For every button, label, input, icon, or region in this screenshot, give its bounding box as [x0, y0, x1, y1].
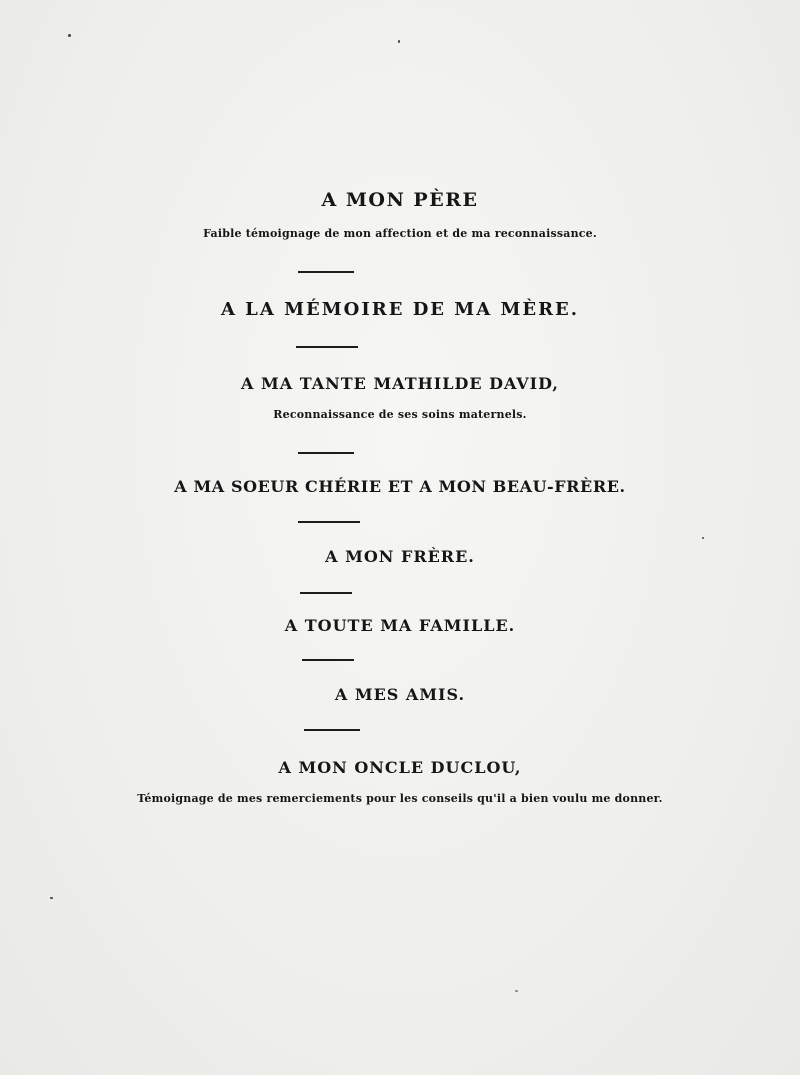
dedication-title-uncle: A MON ONCLE DUCLOU,	[278, 758, 522, 777]
paper-speck	[702, 537, 704, 539]
separator-rule	[296, 346, 358, 348]
separator-rule	[298, 452, 354, 454]
separator-rule	[300, 592, 352, 594]
separator-rule	[298, 271, 354, 273]
dedication-subtitle-aunt: Reconnaissance de ses soins maternels.	[273, 408, 527, 421]
paper-speck	[68, 34, 71, 37]
paper-speck	[398, 40, 400, 43]
dedication-title-aunt: A MA TANTE MATHILDE DAVID,	[241, 374, 559, 393]
dedication-subtitle-father: Faible témoignage de mon affection et de ma reconnaissance.	[203, 227, 597, 240]
dedication-title-mother: A LA MÉMOIRE DE MA MÈRE.	[220, 299, 580, 320]
dedication-subtitle-uncle: Témoignage de mes remerciements pour les conseils qu'il a bien voulu me donner.	[137, 792, 663, 805]
dedication-title-friends: A MES AMIS.	[334, 685, 466, 704]
paper-speck	[515, 990, 518, 992]
dedication-title-family: A TOUTE MA FAMILLE.	[284, 616, 516, 635]
dedication-title-brother: A MON FRÈRE.	[325, 547, 475, 566]
separator-rule	[304, 729, 360, 731]
dedication-title-father: A MON PÈRE	[321, 189, 479, 211]
dedication-title-sister: A MA SOEUR CHÉRIE ET A MON BEAU-FRÈRE.	[174, 477, 626, 496]
separator-rule	[298, 521, 360, 523]
paper-speck	[50, 897, 53, 899]
separator-rule	[302, 659, 354, 661]
